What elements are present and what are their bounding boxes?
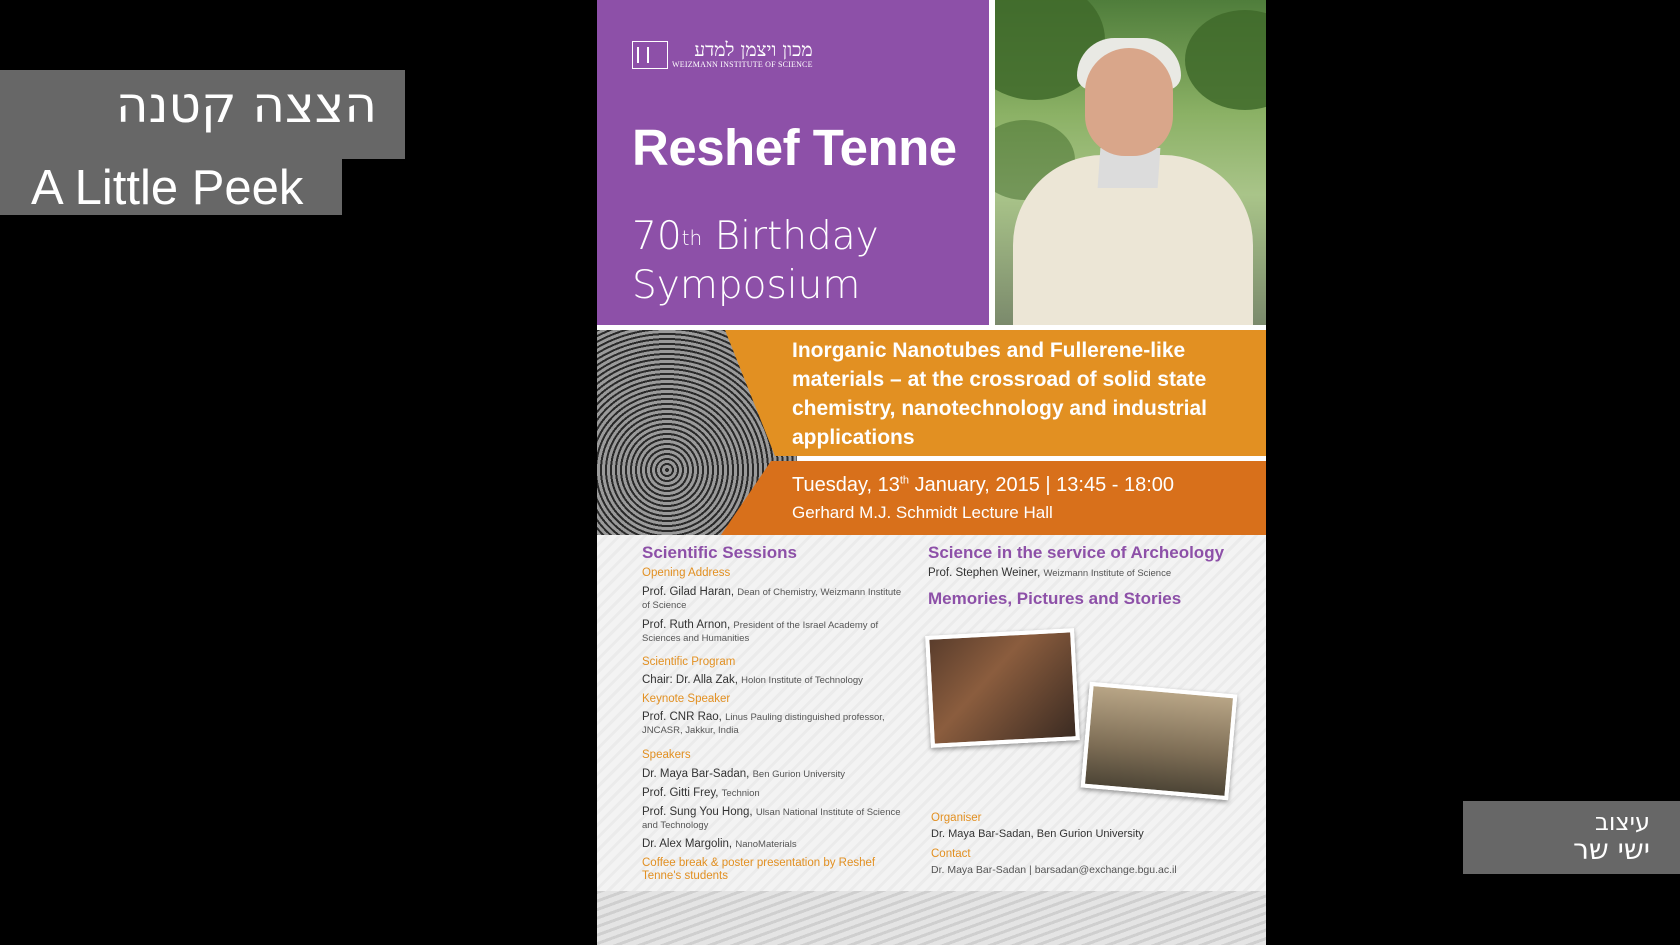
opening-heading: Opening Address (642, 567, 731, 579)
speaker-name: Prof. Gitti Frey, (642, 787, 719, 799)
chair-name: Dr. Alla Zak, (675, 674, 738, 686)
speaker-name: Prof. Sung You Hong, (642, 806, 753, 818)
title-hebrew: הצצה קטנה (0, 70, 405, 159)
speaker-name: Dr. Maya Bar-Sadan, (642, 768, 750, 780)
speaker-margolin (642, 838, 902, 851)
birthday-suffix: th (681, 226, 703, 250)
organiser-block (931, 812, 1251, 876)
symposium-poster (597, 0, 1266, 945)
speaker-name: Dr. Alex Margolin, (642, 838, 733, 850)
speakers-heading: Speakers (642, 749, 691, 761)
honoree-name: Reshef Tenne (632, 119, 957, 176)
speaker-affiliation: Ulsan National Institute of Science and Technology (642, 807, 901, 831)
speaker-affiliation: President of the Israel Academy of Sciences and Humanities (642, 620, 879, 644)
speaker-haran (642, 586, 902, 612)
poster-footer-texture (597, 891, 1266, 945)
event-title (632, 212, 879, 310)
program-heading: Scientific Program (642, 656, 736, 668)
symposium-word: Symposium (632, 263, 861, 308)
date-part-2: January, 2015 | 13:45 - 18:00 (914, 474, 1175, 496)
speaker-frey (642, 787, 902, 800)
speaker-name: Prof. CNR Rao, (642, 711, 722, 723)
event-date (792, 474, 1174, 497)
contact-label: Contact (931, 848, 971, 860)
speaker-rao (642, 711, 902, 737)
speaker-name: Prof. Gilad Haran, (642, 586, 735, 598)
date-suffix: th (899, 474, 910, 487)
logo-english: WEIZMANN INSTITUTE OF SCIENCE (672, 60, 813, 69)
topic-band (597, 330, 1266, 535)
speaker-name: Prof. Ruth Arnon, (642, 619, 731, 631)
chair-affiliation: Holon Institute of Technology (741, 675, 863, 686)
speaker-affiliation: Weizmann Institute of Science (1043, 568, 1172, 579)
logo-hebrew: מכון ויצמן למדע (694, 39, 813, 61)
birthday-word: Birthday (714, 214, 879, 259)
speaker-weiner (928, 567, 1248, 580)
credit-overlay (1463, 801, 1680, 874)
family-photo (925, 628, 1080, 748)
keynote-heading: Keynote Speaker (642, 693, 731, 705)
speaker-affiliation: Dean of Chemistry, Weizmann Institute of Science (642, 587, 902, 611)
program-left-column (642, 543, 902, 883)
organiser-value: Dr. Maya Bar-Sadan, Ben Gurion University (931, 828, 1144, 840)
chair-line (642, 674, 902, 687)
poster-header (597, 0, 989, 325)
symposium-topic: Inorganic Nanotubes and Fullerene-like materials – at the crossroad of solid state chemistry, nanotechnology and industrial applications (792, 339, 1208, 449)
logo-emblem-icon (632, 41, 668, 69)
date-part-1: Tuesday, 13 (792, 474, 900, 496)
vintage-group-photo (1081, 682, 1238, 800)
chair-label: Chair: (642, 674, 673, 686)
birthday-number: 70 (632, 214, 682, 259)
title-english: A Little Peek (0, 158, 342, 215)
program-section (597, 535, 1266, 891)
speaker-bar-sadan (642, 768, 902, 781)
sessions-heading: Scientific Sessions (642, 543, 797, 562)
credit-label: עיצוב (1594, 808, 1650, 836)
speaker-hong (642, 806, 902, 832)
coffee-break: Coffee break & poster presentation by Reshef Tenne's students (642, 857, 876, 882)
speaker-affiliation: Ben Gurion University (752, 769, 845, 780)
speaker-arnon (642, 619, 902, 645)
event-venue: Gerhard M.J. Schmidt Lecture Hall (792, 503, 1053, 522)
program-right-column (928, 543, 1248, 609)
speaker-affiliation: Linus Pauling distinguished professor, JNCASR, Jakkur, India (642, 712, 885, 736)
organiser-label: Organiser (931, 812, 982, 824)
weizmann-logo (632, 40, 813, 70)
contact-value: Dr. Maya Bar-Sadan | barsadan@exchange.bgu.ac.il (931, 864, 1177, 876)
portrait-photo (995, 0, 1266, 325)
memories-heading: Memories, Pictures and Stories (928, 589, 1182, 608)
speaker-affiliation: NanoMaterials (735, 839, 797, 850)
speaker-affiliation: Technion (721, 788, 760, 799)
archeology-heading: Science in the service of Archeology (928, 543, 1225, 562)
credit-name: ישי שר (1573, 833, 1650, 866)
speaker-name: Prof. Stephen Weiner, (928, 567, 1041, 579)
